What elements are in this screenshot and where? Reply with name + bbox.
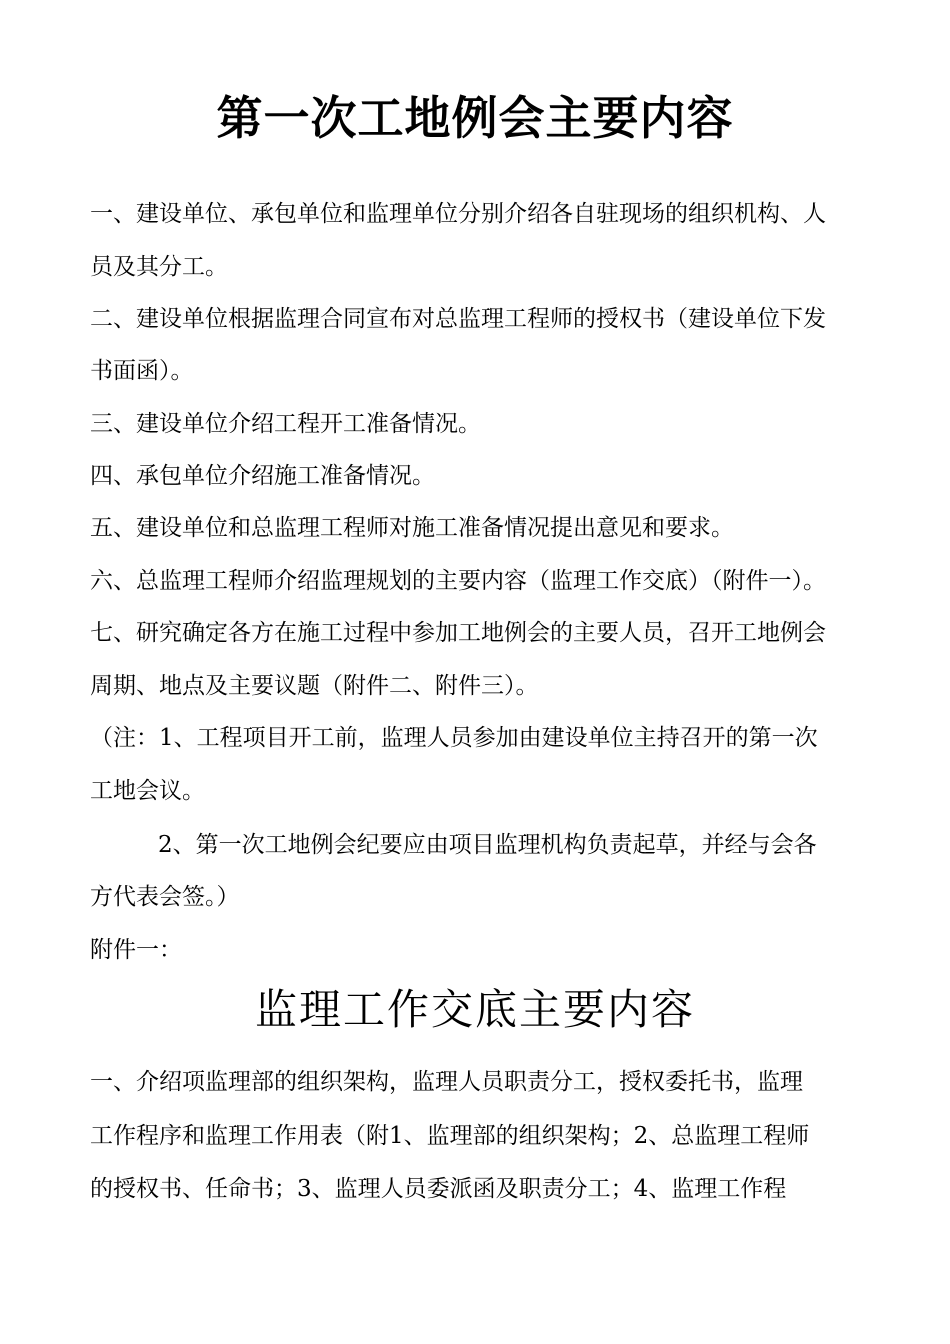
- paragraph-line: 书面函）。: [90, 358, 194, 384]
- attachment-line: 工作程序和监理工作用表（附1、监理部的组织架构；2、总监理工程师: [90, 1123, 810, 1149]
- note-line: （注：1、工程项目开工前，监理人员参加由建设单位主持召开的第一次: [90, 725, 818, 751]
- attachment-line: 一、介绍项监理部的组织架构，监理人员职责分工，授权委托书，监理: [90, 1069, 803, 1095]
- paragraph-line: 员及其分工。: [90, 254, 228, 280]
- paragraph-line: 三、建设单位介绍工程开工准备情况。: [90, 411, 481, 437]
- paragraph-line: 六、总监理工程师介绍监理规划的主要内容（监理工作交底）（附件一）。: [90, 568, 826, 594]
- document-title: 第一次工地例会主要内容: [216, 91, 734, 145]
- note-line: 工地会议。: [90, 778, 205, 804]
- paragraph-line: 七、研究确定各方在施工过程中参加工地例会的主要人员，召开工地例会: [90, 620, 826, 646]
- paragraph-line: 四、承包单位介绍施工准备情况。: [90, 463, 435, 489]
- paragraph-line: 五、建设单位和总监理工程师对施工准备情况提出意见和要求。: [90, 515, 734, 541]
- paragraph-line: 二、建设单位根据监理合同宣布对总监理工程师的授权书（建设单位下发: [90, 306, 826, 332]
- attachment-label: 附件一：: [90, 937, 182, 963]
- paragraph-line: 一、建设单位、承包单位和监理单位分别介绍各自驻现场的组织机构、人: [90, 201, 826, 227]
- attachment-line: 的授权书、任命书；3、监理人员委派函及职责分工；4、监理工作程: [90, 1176, 787, 1202]
- paragraph-line: 周期、地点及主要议题（附件二、附件三）。: [90, 673, 539, 699]
- note-line: 方代表会签。）: [90, 884, 240, 910]
- attachment-title: 监理工作交底主要内容: [254, 985, 695, 1034]
- note-line: 2、第一次工地例会纪要应由项目监理机构负责起草，并经与会各: [158, 832, 817, 858]
